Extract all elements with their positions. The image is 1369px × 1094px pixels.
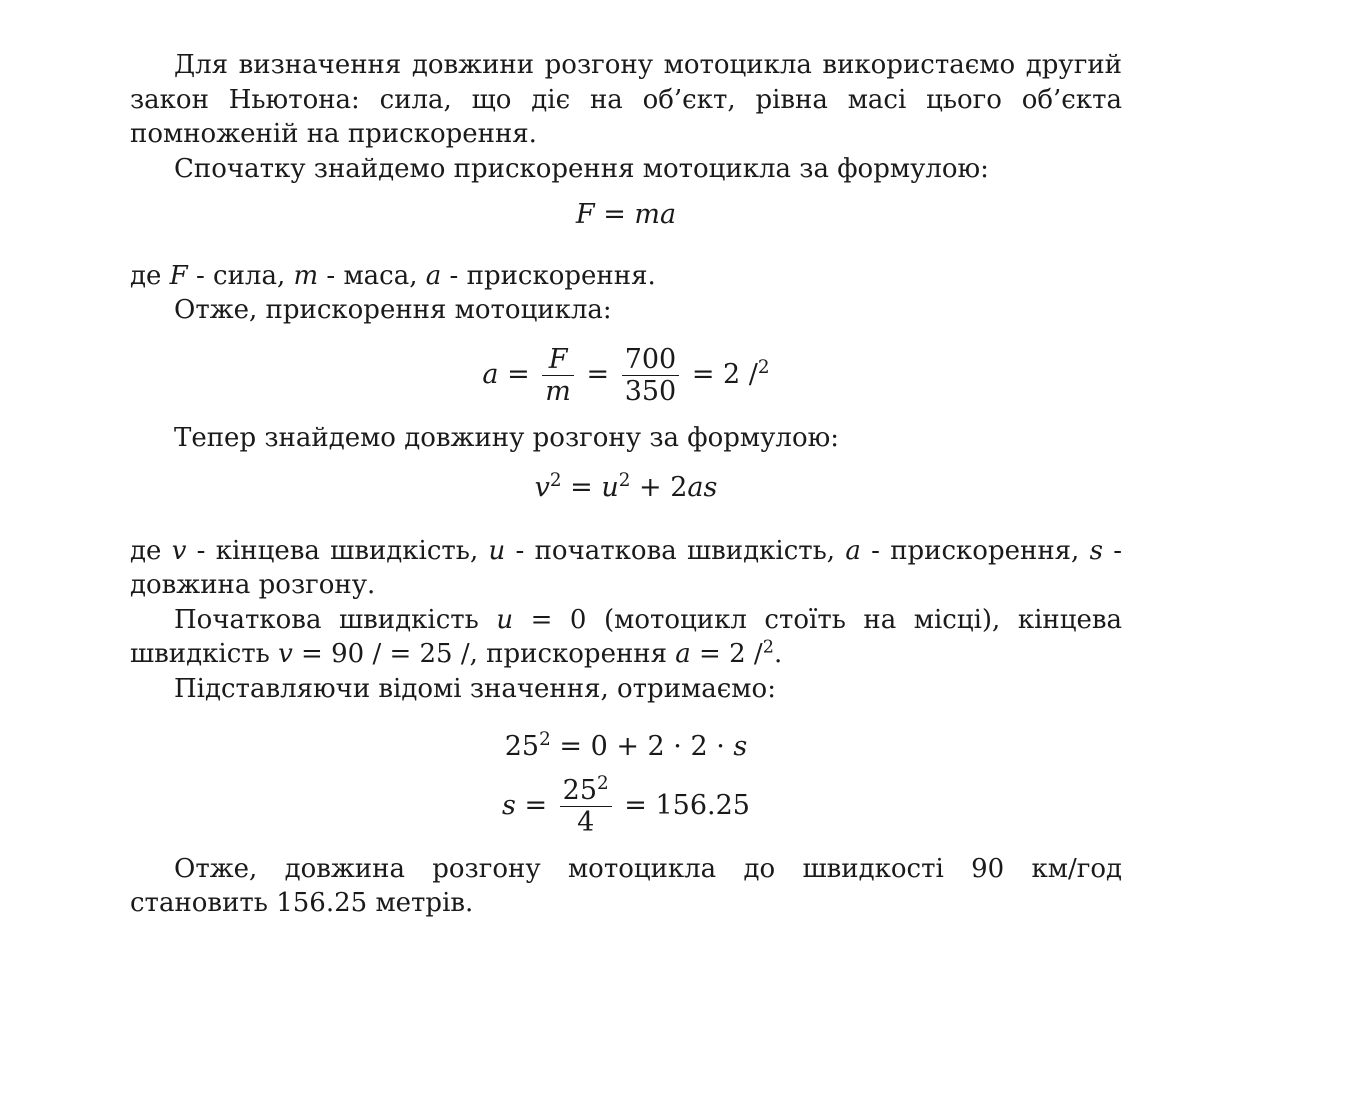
eq-operator: = (561, 472, 602, 504)
fraction-denominator: m (545, 375, 571, 407)
eq-operator: + 2 (630, 472, 688, 504)
eq-result: = 2 / (683, 358, 758, 390)
math-var: v (278, 639, 293, 670)
equation-distance-result (130, 772, 1122, 838)
superscript: 2 (762, 637, 774, 658)
paragraph-intro: Для визначення довжини розгону мотоцикла використаємо другий закон Ньютона: сила, що діє на об’єкт, рівна масі цього об’єкта помноженій на прискорення. (130, 50, 1122, 149)
fraction-numerator (560, 772, 612, 807)
fraction-values (622, 344, 680, 407)
text-run: - маса, (318, 260, 426, 291)
math-var: u (496, 604, 514, 635)
eq-term: u (601, 472, 619, 504)
paragraph-find-acceleration: Спочатку знайдемо прискорення мотоцикла за формулою: (174, 153, 989, 184)
eq-superscript: 2 (597, 772, 609, 794)
text-run: . (773, 639, 783, 670)
eq-superscript: 2 (549, 470, 562, 492)
math-var: u (488, 535, 506, 566)
equation-newton-second-law (130, 198, 1122, 233)
fraction-denominator: 4 (577, 806, 595, 838)
text-run: - початкова швидкість, (505, 535, 846, 566)
text-run: де (130, 535, 172, 566)
eq-operator: = (594, 199, 635, 230)
eq-term: s (502, 789, 516, 821)
eq-superscript: 2 (539, 729, 551, 751)
fraction-numerator: F (542, 344, 574, 376)
eq-term: F (575, 199, 595, 230)
eq-operator: = (577, 358, 618, 390)
eq-result: = 156.25 (615, 789, 750, 821)
paragraph-kinematic-definitions (130, 534, 1122, 603)
math-var: m (293, 260, 319, 291)
text-run: = 90 / = 25 /, прискорення (292, 639, 676, 670)
paragraph-substituting: Підставляючи відомі значення, отримаємо: (174, 673, 776, 704)
text-run: = 2 / (690, 639, 763, 670)
fraction-force-over-mass (542, 344, 574, 407)
eq-term: 25 (562, 774, 598, 806)
eq-expression: = 0 + 2 · 2 · (550, 731, 734, 763)
paragraph-known-values (130, 603, 1122, 672)
text-run: = 0 (мотоцикл стоїть на місці), кінцева швидкість (130, 604, 1122, 670)
eq-term: 25 (504, 731, 540, 763)
eq-superscript: 2 (757, 356, 770, 378)
math-var: F (169, 260, 188, 291)
text-run: - сила, (187, 260, 294, 291)
eq-term: v (534, 472, 550, 504)
paragraph-therefore-acceleration: Отже, прискорення мотоцикла: (174, 295, 612, 325)
paragraph-conclusion: Отже, довжина розгону мотоцикла до швидкості 90 км/год становить 156.25 метрів. (130, 853, 1122, 919)
eq-operator: = (515, 789, 556, 821)
equation-kinematics (130, 471, 1122, 506)
fraction-numerator: 700 (622, 344, 680, 376)
document-page (130, 48, 1122, 921)
text-run: - прискорення. (441, 260, 656, 291)
text-run: - довжина розгону. (130, 535, 1123, 601)
equation-acceleration (130, 344, 1122, 407)
text-run: - прискорення, (860, 535, 1090, 566)
eq-term: a (482, 358, 499, 390)
math-var: a (675, 639, 691, 670)
math-var: v (171, 535, 187, 566)
eq-term: s (733, 731, 748, 763)
math-var: s (1089, 535, 1103, 566)
paragraph-find-distance: Тепер знайдемо довжину розгону за формулою: (174, 422, 839, 453)
paragraph-variable-definitions (130, 259, 1122, 294)
eq-term: as (687, 472, 718, 504)
math-var: a (845, 535, 861, 566)
text-run: де (130, 260, 170, 291)
text-run: Початкова швидкість (174, 604, 497, 635)
eq-operator: = (498, 358, 539, 390)
fraction-squared-over-four (560, 772, 612, 838)
text-run: - кінцева швидкість, (186, 535, 489, 566)
eq-superscript: 2 (618, 470, 631, 492)
eq-term: ma (634, 199, 677, 230)
equation-substitution (130, 730, 1122, 765)
fraction-denominator: 350 (624, 375, 677, 407)
math-var: a (425, 260, 442, 291)
